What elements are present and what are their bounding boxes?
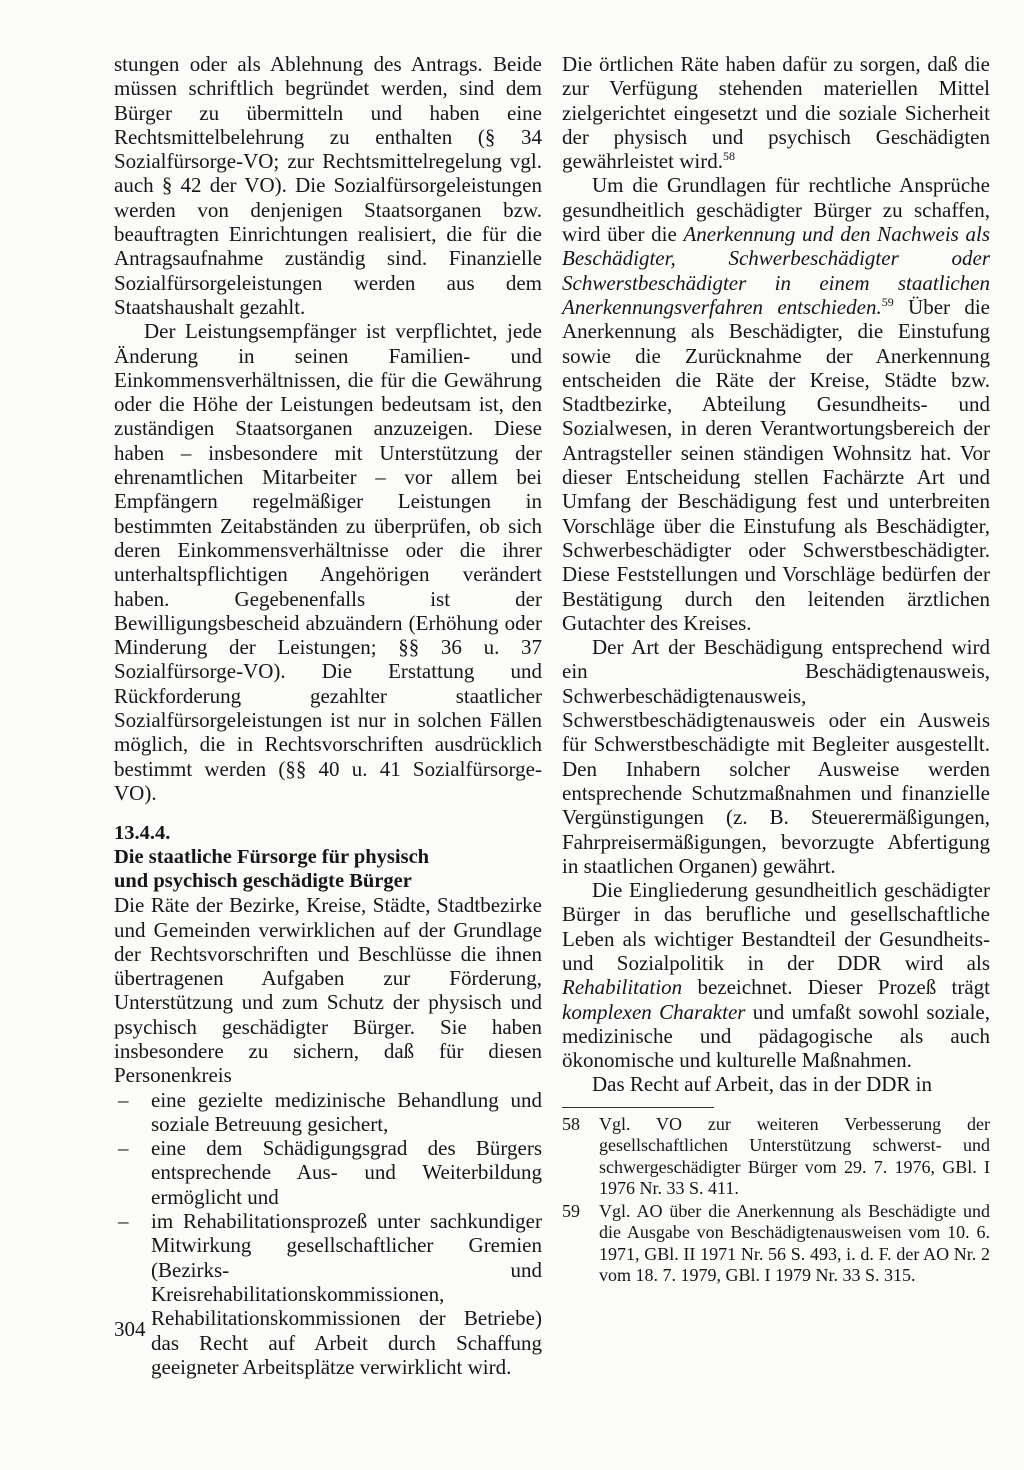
section-heading [114, 821, 542, 893]
footnote-ref: 58 [722, 149, 735, 164]
paragraph-text: und umfaßt sowohl soziale, medizinische und pädagogische als auch ökonomische und kulturelle Maßnahmen. [562, 999, 990, 1073]
footnote-text: Vgl. AO über die Anerkennung als Beschädigte und die Ausgabe von Beschädigtenausweisen vom 10. 6. 1971, GBl. II 1971 Nr. 56 S. 493, i. d. F. der AO Nr. 2 vom 18. 7. 1979, GBl. I 1979 Nr. 33 S. 315. [599, 1200, 990, 1286]
footnote-number: 58 [562, 1113, 580, 1134]
footnote [562, 1114, 990, 1200]
paragraph [562, 52, 990, 173]
paragraph: Der Art der Beschädigung entsprechend wird ein Beschädigtenausweis, Schwerbeschädigtenausweis, Schwerstbeschädigtenausweis oder ein Ausweis für Schwerstbeschädigte mit Begleiter ausgestellt. Den Inhabern solcher Ausweise werden entsprechende Schutzmaßnahmen und finanzielle Vergünstigungen (z. B. Steuerermäßigungen, Fahrpreisermäßigungen, bevorzugte Abfertigung in staatlichen Organen) gewährt. [562, 635, 990, 878]
paragraph [562, 173, 990, 635]
dash-list [114, 1088, 542, 1380]
footnote-text: Vgl. VO zur weiteren Verbesserung der gesellschaftlichen Unterstützung schwerst- und schwergeschädigter Bürger vom 29. 7. 1976, GBl. I 1976 Nr. 33 S. 411. [599, 1113, 990, 1199]
paragraph-text: Um die Grundlagen für rechtliche Ansprüche gesundheitlich geschädigter Bürger zu schaffen, wird über die [562, 173, 990, 247]
right-column [562, 52, 990, 1288]
footnotes [562, 1114, 990, 1287]
section-number: 13.4.4. [114, 822, 171, 845]
footnote-divider [562, 1107, 714, 1108]
paragraph: Das Recht auf Arbeit, das in der DDR in [592, 1072, 933, 1097]
emphasis: Anerkennung und den Nachweis als Beschädigter, Schwerbeschädigter oder Schwerstbeschädigter in einem staatlichen Anerkennungsverfahren entschieden. [562, 222, 991, 319]
paragraph: Die Räte der Bezirke, Kreise, Städte, Stadtbezirke und Gemeinden verwirklichen auf der Grundlage der Rechtsvorschriften und Beschlüsse die ihnen übertragenen Aufgaben zur Förderung, Unterstützung und zum Schutz der physisch und psychisch geschädigter Bürger. Sie haben insbesondere zu sichern, daß für diesen Personenkreis [114, 893, 542, 1088]
section-title-line: Die staatliche Fürsorge für physisch [114, 846, 430, 869]
paragraph-text: Die örtlichen Räte haben dafür zu sorgen, daß die zur Verfügung stehenden materiellen Mittel zielgerichtet eingesetzt und die soziale Sicherheit der physisch und psychisch Geschädigten gewährleistet wird. [562, 52, 990, 174]
paragraph: Der Leistungsempfänger ist verpflichtet, jede Änderung in seinen Familien- und Einkommensverhältnissen, die für die Gewährung oder die Höhe der Leistungen bedeutsam ist, den zuständigen Staatsorganen anzuzeigen. Diese haben – insbesondere mit Unterstützung der ehrenamtlichen Mitarbeiter – vor allem bei Empfängern regelmäßiger Leistungen in bestimmten Zeitabständen zu überprüfen, ob sich deren Einkommensverhältnisse oder die ihrer unterhaltspflichtigen Angehörigen verändert haben. Gegebenenfalls ist der Bewilligungsbescheid abzuändern (Erhöhung oder Minderung der Leistungen; §§ 36 u. 37 Sozialfürsorge-VO). Die Erstattung und Rückforderung gezahlter staatlicher Sozialfürsorgeleistungen ist nur in solchen Fällen möglich, die in Rechtsvorschriften ausdrücklich bestimmt werden (§§ 40 u. 41 Sozialfürsorge-VO). [114, 319, 542, 805]
paragraph [562, 878, 990, 1072]
page-number: 304 [114, 1317, 146, 1341]
list-item: – im Rehabilitationsprozeß unter sachkundiger Mitwirkung gesellschaftlicher Gremien (Bezirks- und Kreisrehabilitationskommissionen, Rehabilitationskommissionen der Betriebe) das Recht auf Arbeit durch Schaffung geeigneter Arbeitsplätze verwirklicht wird. [114, 1209, 542, 1379]
paragraph: stungen oder als Ablehnung des Antrags. Beide müssen schriftlich begründet werden, sind dem Bürger zu übermitteln und haben eine Rechtsmittelbelehrung zu enthalten (§ 34 Sozialfürsorge-VO; zur Rechtsmittelregelung vgl. auch § 42 der VO). Die Sozialfürsorgeleistungen werden von denjenigen Staatsorganen bzw. beauftragten Einrichtungen realisiert, die für die Antragsaufnahme zuständig sind. Finanzielle Sozialfürsorgeleistungen werden aus dem Staatshaushalt gezahlt. [114, 52, 542, 319]
section-title-line: und psychisch geschädigte Bürger [114, 870, 412, 893]
paragraph-text: Die Eingliederung gesundheitlich geschädigter Bürger in das berufliche und gesellschaftliche Leben als wichtiger Bestandteil der Gesundheits- und Sozialpolitik in der DDR wird als [562, 878, 990, 975]
paragraph-text: Über die Anerkennung als Beschädigter, die Einstufung sowie die Zurücknahme der Anerkennung entscheiden die Räte der Kreise, Städte bzw. Stadtbezirke, Abteilung Gesundheits- und Sozialwesen, in deren Verantwortungsbereich der Antragsteller seinen ständigen Wohnsitz hat. Vor dieser Entscheidung stellen Fachärzte Art und Umfang der Beschädigung fest und unterbreiten Vorschläge über die Einstufung als Beschädigter, Schwerbeschädigter oder Schwerstbeschädigter. Diese Feststellungen und Vorschläge bedürfen der Bestätigung durch den leitenden ärztlichen Gutachter des Kreises. [562, 294, 990, 635]
left-column [114, 52, 542, 1379]
emphasis: Rehabilitation [562, 975, 683, 1000]
list-item: – eine dem Schädigungsgrad des Bürgers entsprechende Aus- und Weiterbildung ermöglicht und [114, 1136, 542, 1209]
list-item: – eine gezielte medizinische Behandlung und soziale Betreuung gesichert, [114, 1088, 542, 1137]
footnote-number: 59 [562, 1200, 580, 1221]
emphasis: komplexen Charakter [562, 999, 746, 1024]
footnote-ref: 59 [881, 294, 894, 309]
footnote [562, 1201, 990, 1287]
paragraph-text: bezeichnet. Dieser Prozeß trägt [682, 975, 990, 1000]
